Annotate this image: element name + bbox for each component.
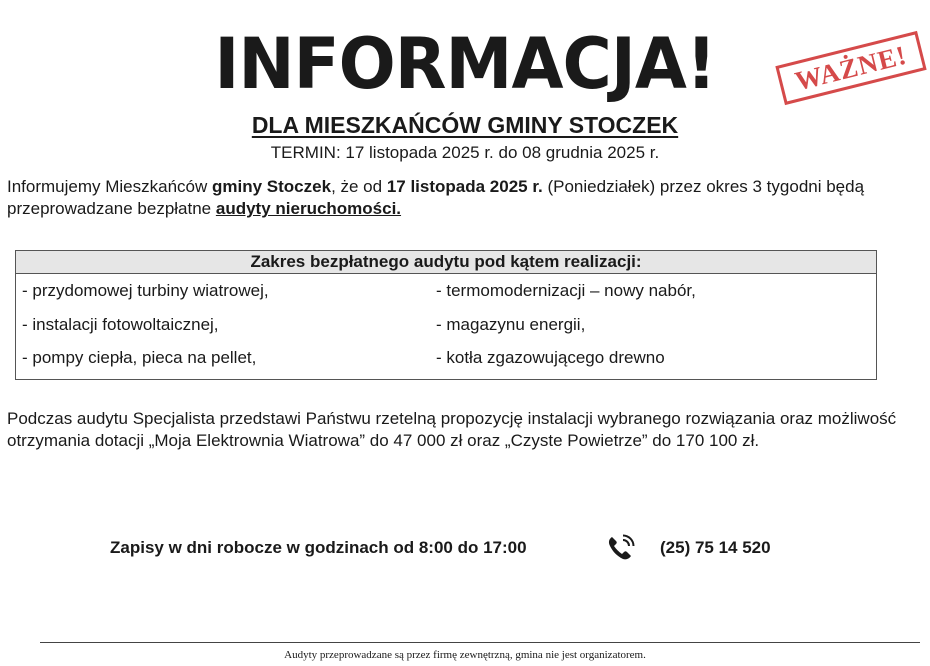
footer-note: Audyty przeprowadzane są przez firmę zewnętrzną, gmina nie jest organizatorem. (284, 649, 646, 661)
audit-scope-heading: Zakres bezpłatnego audytu pod kątem realizacji: (16, 251, 876, 274)
intro-text-1: Informujemy Mieszkańców (7, 177, 213, 196)
page-title: INFORMACJA! (214, 23, 716, 105)
important-stamp: WAŻNE! (775, 31, 926, 105)
signup-hours: Zapisy w dni robocze w godzinach od 8:00 do 17:00 (110, 538, 527, 557)
scope-item-wind-turbine: - przydomowej turbiny wiatrowej, (22, 281, 269, 300)
scope-item-thermomodernization: - termomodernizacji – nowy nabór, (436, 281, 696, 300)
scope-item-wood-boiler: - kotła zgazowującego drewno (436, 348, 665, 367)
phone-icon (606, 534, 636, 562)
intro-text-3: (Poniedziałek) przez okres 3 tygodni będą przeprowadzane bezpłatne (7, 177, 865, 218)
intro-text-2: , że od (331, 177, 387, 196)
intro-gmina: gminy Stoczek (212, 177, 332, 196)
subtitle (0, 111, 930, 139)
footer-divider (40, 642, 920, 643)
audit-scope-box (15, 250, 877, 380)
scope-item-photovoltaics: - instalacji fotowoltaicznej, (22, 315, 219, 334)
subtitle-text: DLA MIESZKAŃCÓW GMINY STOCZEK (251, 112, 679, 138)
term-line: TERMIN: 17 listopada 2025 r. do 08 grudnia 2025 r. (270, 143, 660, 162)
scope-item-energy-storage: - magazynu energii, (436, 315, 586, 334)
intro-paragraph (7, 176, 912, 220)
phone-number[interactable]: (25) 75 14 520 (660, 538, 771, 557)
audit-description: Podczas audytu Specjalista przedstawi Państwu rzetelną propozycję instalacji wybranego rozwiązania oraz możliwość otrzymania dotacji „Moja Elektrownia Wiatrowa” do 47 000 zł oraz „Czyste Powietrze” do 170 100 zł. (7, 409, 897, 450)
intro-audits: audyty nieruchomości. (215, 199, 402, 218)
intro-date: 17 listopada 2025 r. (386, 177, 543, 196)
scope-item-heat-pump: - pompy ciepła, pieca na pellet, (22, 348, 257, 367)
